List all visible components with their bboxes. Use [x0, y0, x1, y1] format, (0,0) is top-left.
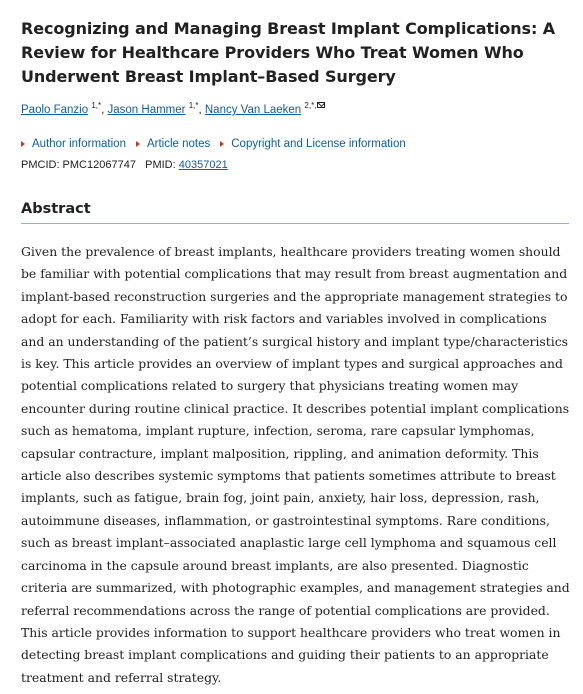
- author-link-1[interactable]: Paolo Fanzio: [21, 104, 89, 116]
- author-affiliation-2: 1,*: [188, 101, 199, 111]
- triangle-right-icon: [21, 141, 25, 147]
- pmid-label: PMID:: [145, 159, 176, 171]
- article-title: Recognizing and Managing Breast Implant Complications: A Review for Healthcare Providers Who Treat Women Who Underwent Breast Implant–Based Surgery: [21, 19, 556, 86]
- author-affiliation-1: 1,*: [91, 101, 102, 111]
- author-link-3[interactable]: Nancy Van Laeken: [204, 104, 302, 116]
- author-information-toggle[interactable]: [21, 136, 126, 152]
- copyright-license-toggle[interactable]: [220, 136, 406, 152]
- author-separator: ,: [101, 104, 108, 116]
- abstract-heading: Abstract: [21, 199, 569, 224]
- copyright-license-label: Copyright and License information: [231, 138, 406, 150]
- article-identifiers: [21, 158, 569, 173]
- author-information-label: Author information: [32, 138, 126, 150]
- triangle-right-icon: [136, 141, 140, 147]
- author-affiliation-3: 2,*,: [304, 101, 317, 111]
- author-separator: ,: [198, 104, 205, 116]
- mail-icon[interactable]: [317, 102, 325, 108]
- abstract-text: Given the prevalence of breast implants, healthcare providers treating women should be familiar with potential complications that may result from breast augmentation and implant-based reconstruction surgeries and the appropriate management strategies to adopt for each. Familiarity with risk factors and variables involved in complications and an understanding of the patient’s surgical history and implant type/characteristics is key. This article provides an overview of implant types and surgical approaches and potential complications related to surgery that physicians treating women may encounter during routine clinical practice. It describes potential implant complications such as hematoma, implant rupture, infection, seroma, rare capsular lymphomas, capsular contracture, implant malposition, rippling, and animation deformity. This article also describes systemic symptoms that patients sometimes attribute to breast implants, such as fatigue, brain fog, joint pain, anxiety, hair loss, depression, rash, autoimmune diseases, inflammation, or gastrointestinal symptoms. Rare conditions, such as breast implant–associated anaplastic large cell lymphoma and squamous cell carcinoma in the capsule around breast implants, are also presented. Diagnostic criteria are summarized, with photographic examples, and management strategies and referral recommendations across the range of potential complications are provided. This article provides information to support healthcare providers who treat women in detecting breast implant complications and guiding their patients to an appropriate treatment and referral strategy.: [21, 244, 570, 685]
- pmid-link[interactable]: 40357021: [178, 159, 228, 171]
- article-notes-row: [21, 136, 569, 152]
- pmcid: PMCID: PMC12067747: [21, 159, 136, 171]
- article-notes-toggle[interactable]: [136, 136, 210, 152]
- triangle-right-icon: [220, 141, 224, 147]
- author-list: [21, 102, 569, 118]
- author-link-2[interactable]: Jason Hammer: [107, 104, 186, 116]
- article-notes-label: Article notes: [146, 138, 211, 150]
